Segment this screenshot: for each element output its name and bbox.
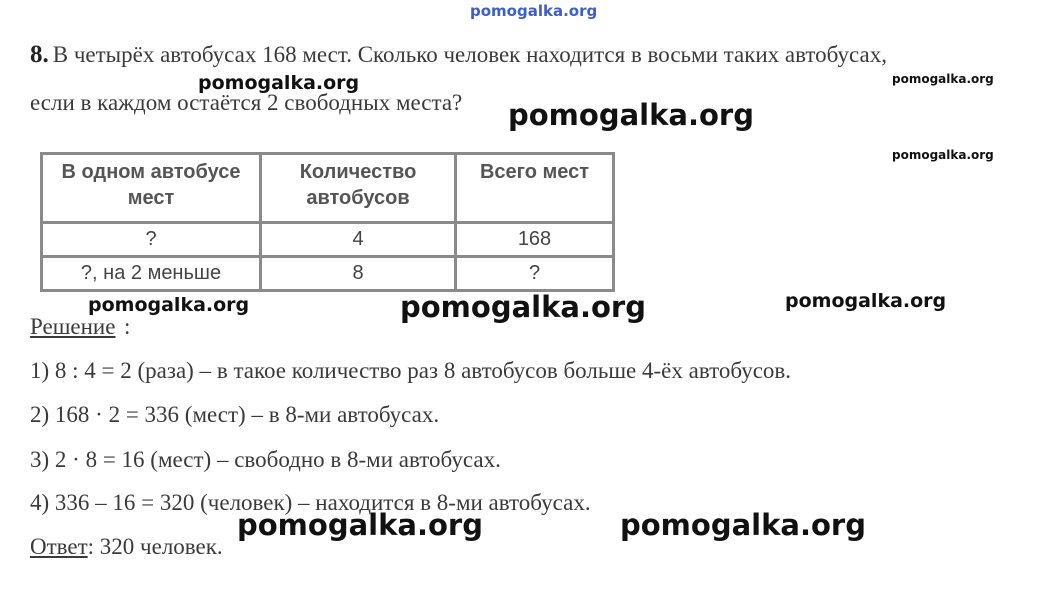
- problem-number: 8.: [30, 41, 49, 68]
- watermark-top[interactable]: pomogalka.org: [470, 2, 598, 20]
- table-header: В одном автобусе мест: [42, 154, 261, 223]
- solution-heading: [30, 314, 115, 340]
- table-cell: ?: [456, 257, 614, 291]
- watermark: pomogalka.org: [892, 148, 994, 162]
- answer-value: 320 человек.: [99, 534, 223, 559]
- watermark: pomogalka.org: [237, 508, 483, 542]
- watermark: pomogalka.org: [508, 98, 754, 132]
- table-row: [42, 223, 614, 257]
- table-cell: 4: [261, 223, 456, 257]
- problem-text-1: В четырёх автобусах 168 мест. Сколько человек находится в восьми таких автобусах,: [52, 42, 887, 67]
- watermark: pomogalka.org: [198, 72, 360, 94]
- watermark: pomogalka.org: [620, 508, 866, 542]
- solution-step-4: 4) 336 – 16 = 320 (человек) – находится в 8-ми автобусах.: [30, 490, 591, 515]
- table-cell: ?, на 2 меньше: [42, 257, 261, 291]
- answer-colon: :: [87, 534, 100, 559]
- table-row: [42, 257, 614, 291]
- watermark: pomogalka.org: [400, 290, 646, 324]
- solution-heading-text: Решение: [30, 314, 116, 339]
- answer-label: Ответ: [30, 534, 88, 559]
- watermark: pomogalka.org: [88, 294, 250, 316]
- solution-heading-colon: :: [124, 314, 131, 339]
- answer: [30, 534, 223, 560]
- data-table: [40, 152, 615, 292]
- watermark: pomogalka.org: [892, 72, 994, 86]
- table-header: Всего мест: [456, 154, 614, 223]
- solution-step-3: 3) 2 · 8 = 16 (мест) – свободно в 8-ми автобусах.: [30, 447, 501, 472]
- table-cell: 168: [456, 223, 614, 257]
- table-cell: 8: [261, 257, 456, 291]
- table-cell: ?: [42, 223, 261, 257]
- table-header-row: [42, 154, 614, 223]
- table-header: Количество автобусов: [261, 154, 456, 223]
- solution-step-1: 1) 8 : 4 = 2 (раза) – в такое количество раз 8 автобусов больше 4-ёх автобусов.: [30, 358, 792, 383]
- problem-line-1: [30, 40, 1030, 70]
- solution-step-2: 2) 168 · 2 = 336 (мест) – в 8-ми автобусах.: [30, 402, 440, 427]
- problem-line-2: если в каждом остаётся 2 свободных места?: [30, 90, 463, 115]
- watermark: pomogalka.org: [785, 290, 947, 312]
